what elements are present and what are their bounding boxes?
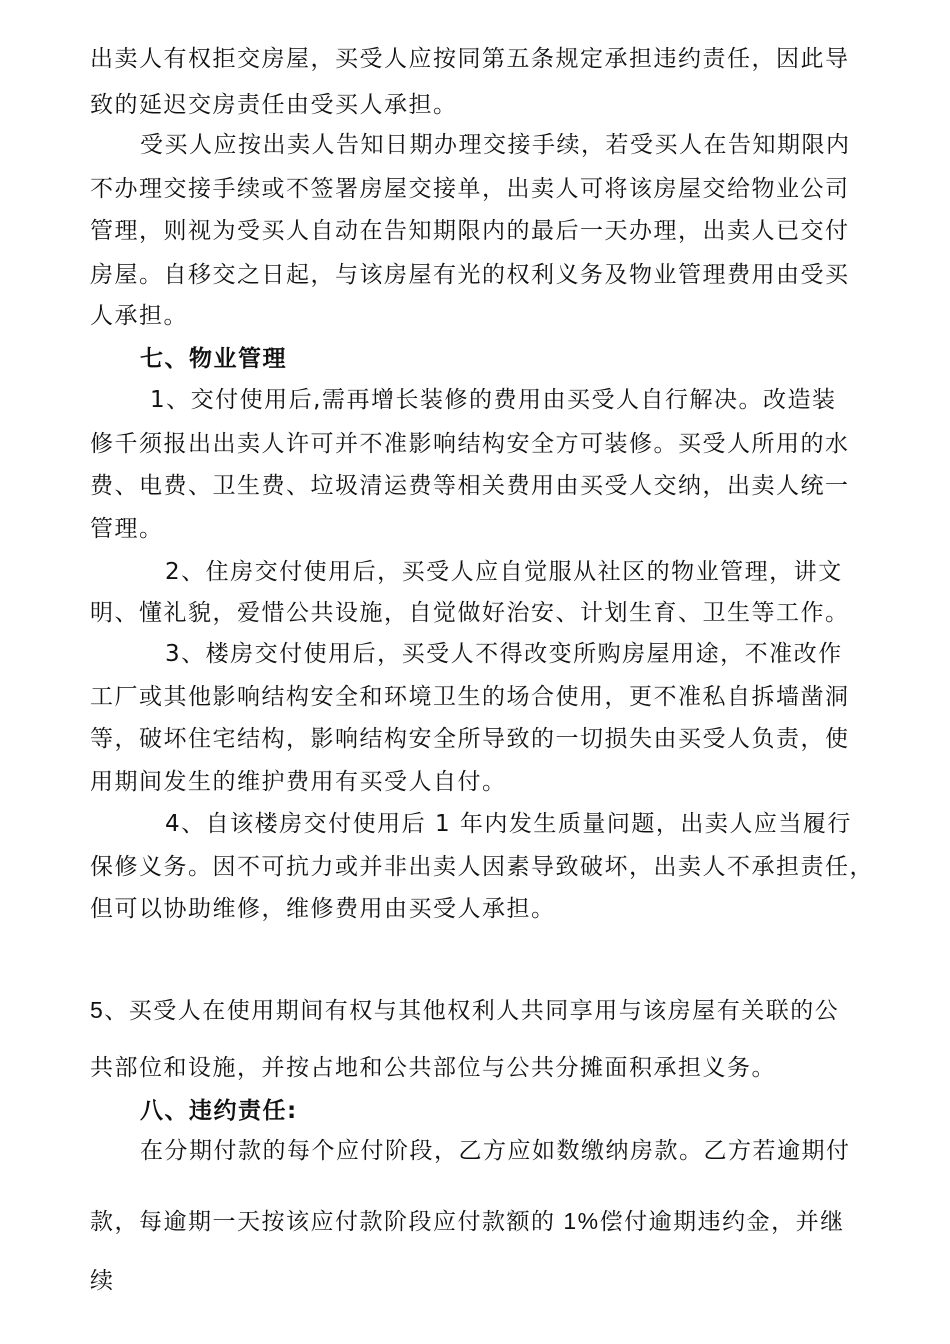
clause-4-line: 保修义务。因不可抗力或并非出卖人因素导致破坏，出卖人不承担责任， — [90, 854, 874, 880]
clause-4-line: 4、自该楼房交付使用后 1 年内发生质量问题，出卖人应当履行 — [165, 811, 852, 837]
paragraph-line: 致的延迟交房责任由受买人承担。 — [90, 92, 458, 118]
paragraph-line: 管理，则视为受买人自动在告知期限内的最后一天办理，出卖人已交付 — [90, 218, 850, 244]
section-heading-breach-liability: 八、违约责任: — [140, 1098, 298, 1124]
section-heading-property-management: 七、物业管理 — [140, 346, 287, 372]
clause-3-line: 用期间发生的维护费用有买受人自付。 — [90, 769, 507, 795]
paragraph-line: 不办理交接手续或不签署房屋交接单，出卖人可将该房屋交给物业公司 — [90, 176, 850, 202]
clause-5-line: 5、买受人在使用期间有权与其他权利人共同享用与该房屋有关联的公 — [90, 997, 840, 1023]
breach-clause-line: 续 — [90, 1267, 115, 1293]
clause-5-line: 共部位和设施，并按占地和公共部位与公共分摊面积承担义务。 — [90, 1054, 776, 1080]
clause-3-line: 3、楼房交付使用后，买受人不得改变所购房屋用途，不准改作 — [165, 641, 843, 667]
clause-1-line: 管理。 — [90, 516, 164, 542]
clause-1-line: 1、交付使用后,需再增长装修的费用由买受人自行解决。改造装 — [150, 387, 837, 413]
clause-1-line: 费、电费、卫生费、垃圾清运费等相关费用由买受人交纳，出卖人统一 — [90, 473, 850, 499]
clause-2-line: 明、懂礼貌，爱惜公共设施，自觉做好治安、计划生育、卫生等工作。 — [90, 600, 850, 626]
paragraph-line: 房屋。自移交之日起，与该房屋有光的权利义务及物业管理费用由受买 — [90, 262, 850, 288]
clause-4-line: 但可以协助维修，维修费用由买受人承担。 — [90, 896, 556, 922]
clause-1-line: 修千须报出出卖人许可并不准影响结构安全方可装修。买受人所用的水 — [90, 431, 850, 457]
clause-2-line: 2、住房交付使用后，买受人应自觉服从社区的物业管理，讲文 — [165, 559, 843, 585]
breach-clause-line: 在分期付款的每个应付阶段，乙方应如数缴纳房款。乙方若逾期付 — [140, 1137, 851, 1163]
paragraph-line: 受买人应按出卖人告知日期办理交接手续，若受买人在告知期限内 — [140, 132, 851, 158]
paragraph-line: 人承担。 — [90, 303, 188, 329]
paragraph-line: 出卖人有权拒交房屋，买受人应按同第五条规定承担违约责任，因此导 — [90, 46, 850, 72]
breach-clause-line: 款，每逾期一天按该应付款阶段应付款额的 1%偿付逾期违约金，并继 — [90, 1208, 845, 1234]
clause-3-line: 工厂或其他影响结构安全和环境卫生的场合使用，更不准私自拆墙凿洞 — [90, 684, 850, 710]
clause-3-line: 等，破坏住宅结构，影响结构安全所导致的一切损失由买受人负责，使 — [90, 726, 850, 752]
